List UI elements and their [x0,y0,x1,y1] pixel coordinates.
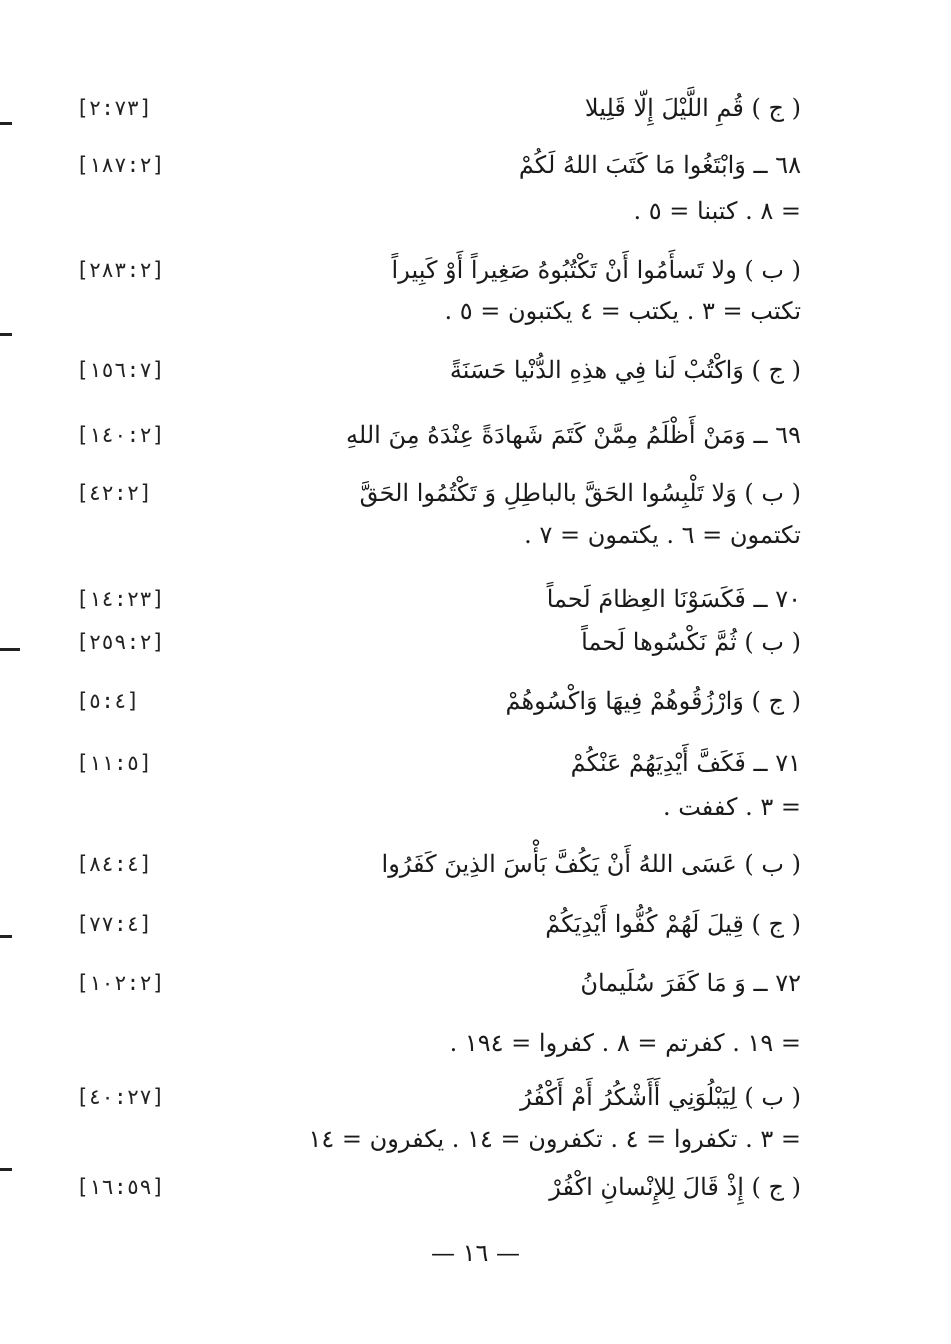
entry-line: ٧٠ ــ فَكَسَوْنَا العِظامَ لَحماً [546,585,801,613]
citation-ref: [١٨٧:٢] [76,153,165,177]
citation-ref: [٨٤:٤] [76,852,152,876]
margin-mark [0,333,12,336]
entry-line: ( ج ) وَاكْتُبْ لَنا فِي هذِهِ الدُّنْيا حَسَنَةً [449,356,801,384]
entry-line: ٦٨ ــ وَابْتَغُوا مَا كَتَبَ اللهُ لَكُمْ [518,151,801,179]
margin-mark [0,648,20,651]
margin-mark [0,122,12,125]
entry-line: ( ج ) إِذْ قَالَ لِلإِنْسانِ اكْفُرْ [549,1173,801,1201]
entry-line: ( ب ) ثُمَّ نَكْسُوها لَحماً [581,628,801,656]
citation-ref: [٢٥٩:٢] [76,630,165,654]
citation-ref: [١٥٦:٧] [76,358,165,382]
citation-ref: [٤٢:٢] [76,481,152,505]
page-number: — ١٦ — [430,1239,521,1267]
citation-ref: [١١:٥] [76,751,152,775]
entry-line: ( ب ) ولا تَسأَمُوا أَنْ تَكْتُبُوهُ صَغِيراً أَوْ كَبِيراً [391,256,801,284]
citation-ref: [١٦:٥٩] [76,1175,165,1199]
citation-ref: [٧٧:٤] [76,912,152,936]
entry-line: ٦٩ ــ وَمَنْ أَظْلَمُ مِمَّنْ كَتَمَ شَهادَةً عِنْدَهُ مِنَ اللهِ [346,421,801,449]
entry-line: = ٨ . كتبنا = ٥ . [633,197,801,225]
entry-line: ( ج ) قُمِ اللَّيْلَ إِلّا قَلِيلا [584,94,801,122]
citation-ref: [١٠٢:٢] [76,971,165,995]
citation-ref: [٥:٤] [76,689,140,713]
citation-ref: [٢٨٣:٢] [76,258,165,282]
entry-line: = ٣ . تكفروا = ٤ . تكفرون = ١٤ . يكفرون = ١٤ [308,1125,801,1153]
entry-line: = ٣ . كففت . [662,793,801,821]
entry-line: ( ج ) وَارْزُقُوهُمْ فِيهَا وَاكْسُوهُمْ [505,687,801,715]
citation-ref: [١٤٠:٢] [76,423,165,447]
entry-line: ٧١ ــ فَكَفَّ أَيْدِيَهُمْ عَنْكُمْ [570,749,801,777]
entry-line: ( ب ) عَسَى اللهُ أَنْ يَكُفَّ بَأْسَ الذِينَ كَفَرُوا [381,850,801,878]
entry-line: ( ب ) لِيَبْلُوَنِي أَأَشْكُرُ أَمْ أَكْفُرُ [520,1083,801,1111]
entry-line: ( ب ) وَلا تَلْبِسُوا الحَقَّ بالباطِلِ وَ تَكْتُمُوا الحَقَّ [359,479,801,507]
entry-line: ٧٢ ــ وَ مَا كَفَرَ سُلَيمانُ [580,969,801,997]
entry-line: تكتمون = ٦ . يكتمون = ٧ . [524,521,801,549]
margin-mark [0,935,12,938]
citation-ref: [١٤:٢٣] [76,587,165,611]
citation-ref: [٢:٧٣] [76,96,152,120]
entry-line: ( ج ) قِيلَ لَهُمْ كُفُّوا أَيْدِيَكُمْ [545,910,801,938]
entry-line: = ١٩ . كفرتم = ٨ . كفروا = ١٩٤ . [449,1029,801,1057]
entry-line: تكتب = ٣ . يكتب = ٤ يكتبون = ٥ . [444,297,801,325]
citation-ref: [٤٠:٢٧] [76,1085,165,1109]
margin-mark [0,1168,12,1171]
